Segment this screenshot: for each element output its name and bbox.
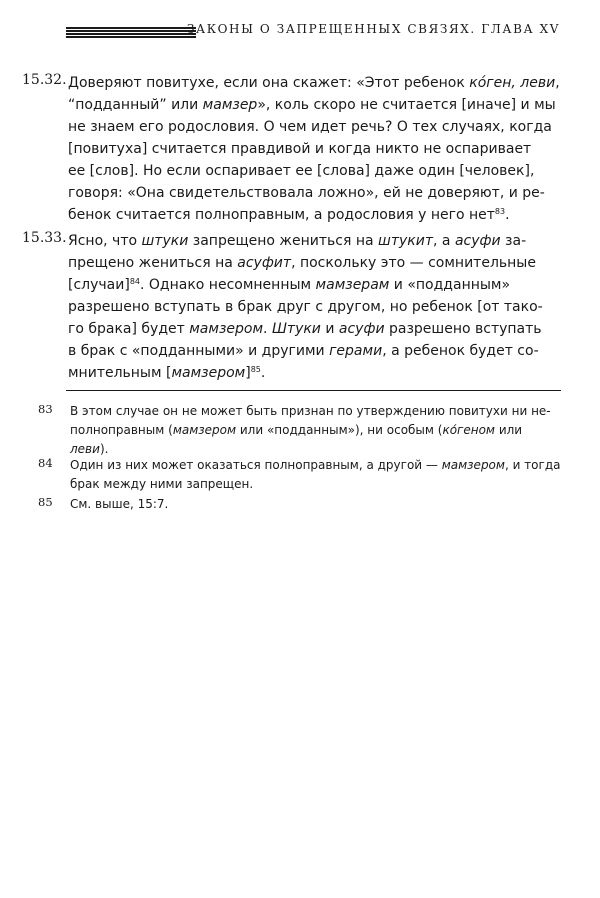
footnote-ref-84[interactable]: 84	[129, 277, 140, 286]
paragraph-number: 15.33.	[22, 230, 67, 246]
paragraph-text	[68, 72, 561, 226]
text-line: Доверяют повитухе, если она скажет: «Этот ребенок ко́ген, леви,	[68, 75, 560, 91]
text-line: “подданный” или мамзер», коль скоро не считается [иначе] и мы	[68, 97, 556, 113]
paragraph-number: 15.32.	[22, 72, 67, 88]
text-line: не знаем его родословия. О чем идет речь? О тех случаях, когда	[68, 119, 552, 135]
footnote-85	[38, 495, 562, 514]
footnote-text	[70, 495, 562, 514]
footnote-number: 85	[38, 495, 53, 509]
footnote-text	[70, 402, 562, 459]
text-line: См. выше, 15:7.	[70, 497, 169, 511]
text-line: говоря: «Она свидетельствовала ложно», ей не доверяют, и ре-	[68, 185, 545, 201]
footnote-number: 84	[38, 456, 53, 470]
text-line: го брака] будет мамзером. Штуки и асуфи разрешено вступать	[68, 321, 542, 337]
text-line: ее [слов]. Но если оспаривает ее [слова] даже один [человек],	[68, 163, 535, 179]
paragraph-15-32	[22, 72, 562, 226]
paragraph-15-33	[22, 230, 562, 384]
text-line: мнительным [мамзером]$^{85}$.	[68, 365, 266, 381]
footnote-83	[38, 402, 562, 459]
text-line: бенок считается полноправным, а родословия у него нет$^{83}$.	[68, 207, 510, 223]
text-line: прещено жениться на асуфит, поскольку это — сомнительные	[68, 255, 536, 271]
text-line: в брак с «подданными» и другими герами, а ребенок будет со-	[68, 343, 539, 359]
text-line: В этом случае он не может быть признан по утверждению повитухи ни не-	[70, 404, 551, 418]
footnote-divider	[66, 390, 561, 391]
text-line: разрешено вступать в брак друг с другом, но ребенок [от тако-	[68, 299, 543, 315]
text-line: леви).	[70, 442, 109, 456]
header-rule-decoration	[66, 27, 196, 38]
paragraph-text	[68, 230, 561, 384]
text-line: Ясно, что штуки запрещено жениться на штукит, а асуфи за-	[68, 233, 527, 249]
text-line: [повитуха] считается правдивой и когда никто не оспаривает	[68, 141, 532, 157]
footnote-text	[70, 456, 562, 494]
footnote-ref-85[interactable]: 85	[250, 365, 261, 374]
running-header-title: ЗАКОНЫ О ЗАПРЕЩЕННЫХ СВЯЗЯХ. ГЛАВА XV	[186, 22, 560, 36]
text-line: брак между ними запрещен.	[70, 477, 254, 491]
text-line: полноправным (мамзером или «подданным»), ни особым (ко́геном или	[70, 423, 523, 437]
text-line: [случаи]$^{84}$. Однако несомненным мамзерам и «подданным»	[68, 277, 511, 293]
footnote-number: 83	[38, 402, 53, 416]
footnote-ref-83[interactable]: 83	[494, 207, 506, 216]
running-header	[66, 22, 560, 42]
footnote-84	[38, 456, 562, 494]
text-line: Один из них может оказаться полноправным, а другой — мамзером, и тогда	[70, 458, 561, 472]
